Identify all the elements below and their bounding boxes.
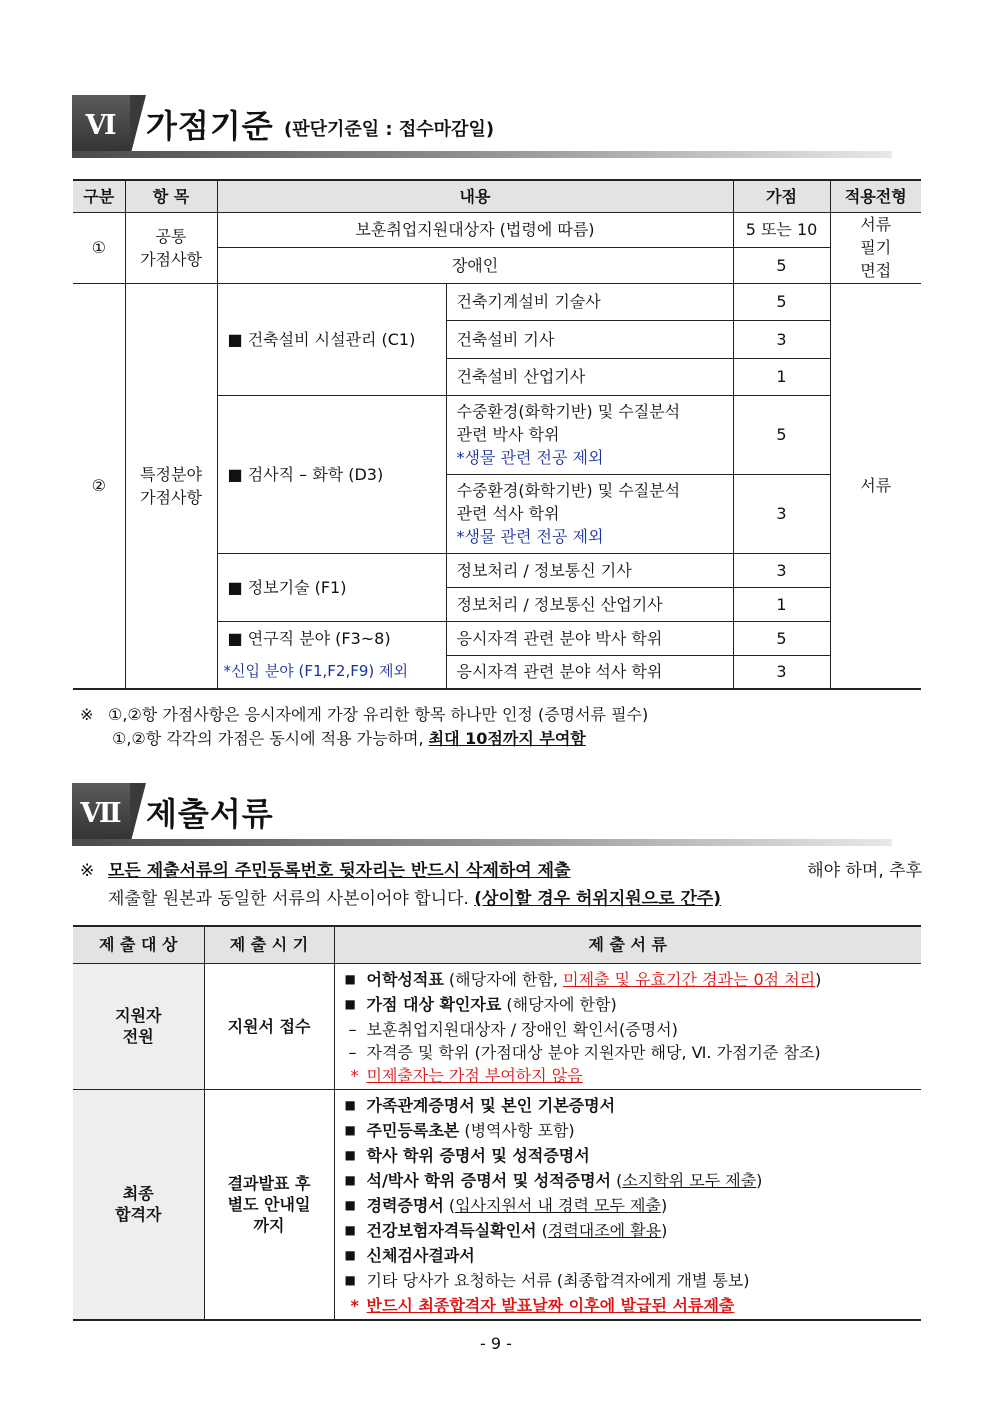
doc-close-paren: ) bbox=[661, 1220, 668, 1240]
note-mark: ※ bbox=[80, 705, 94, 724]
doc-graduate-degree-label: 석/박사 학위 증명서 및 성적증명서 bbox=[366, 1170, 612, 1190]
group-2-item: 특정분야 가점사항 bbox=[125, 283, 217, 689]
doc-career-cert bbox=[345, 1194, 914, 1219]
bullet bbox=[345, 1269, 367, 1294]
documents-final-candidates bbox=[334, 1089, 921, 1320]
section-tab-corner bbox=[130, 95, 146, 157]
c1-cert-1-points: 5 bbox=[733, 283, 830, 320]
dash: – bbox=[348, 1042, 357, 1062]
bullet bbox=[345, 1194, 367, 1219]
doc-language-score-warning: 미제출 및 유효기간 경과는 0점 처리 bbox=[563, 969, 816, 989]
doc-health-insurance bbox=[345, 1219, 914, 1244]
c1-cert-2-points: 3 bbox=[733, 320, 830, 358]
doc-career-cert-qual: 입사지원서 내 경력 모두 제출 bbox=[455, 1195, 661, 1215]
d3-degree-2-points: 3 bbox=[733, 474, 830, 553]
doc-family-relation-text: 가족관계증명서 및 본인 기본증명서 bbox=[366, 1095, 616, 1115]
d3-degree-1 bbox=[446, 395, 733, 474]
doc-veteran-disabled-cert-text: 보훈취업지원대상자 / 장애인 확인서(증명서) bbox=[366, 1019, 678, 1039]
target-all-applicants: 지원자 전원 bbox=[73, 963, 204, 1089]
doc-resident-abstract-label: 주민등록초본 bbox=[366, 1120, 460, 1140]
veterans-content: 보훈취업지원대상자 (법령에 따름) bbox=[217, 212, 733, 247]
f1-cert-2: 정보처리 / 정보통신 산업기사 bbox=[446, 587, 733, 621]
doc-bachelor-degree bbox=[345, 1144, 914, 1169]
section-underline bbox=[72, 151, 892, 158]
warning-falsity: (상이할 경우 허위지원으로 간주) bbox=[474, 889, 722, 909]
header-content: 내용 bbox=[217, 180, 733, 212]
dash: – bbox=[348, 1019, 357, 1039]
doc-other-requested bbox=[345, 1269, 914, 1294]
doc-license-degree bbox=[345, 1041, 914, 1064]
group-2-number: ② bbox=[73, 283, 125, 689]
f1-cert-1-points: 3 bbox=[733, 553, 830, 587]
doc-language-score-qual: (해당자에 한함, bbox=[443, 969, 564, 989]
warning-line-1-left bbox=[80, 857, 570, 885]
disabled-points: 5 bbox=[733, 247, 830, 283]
bonus-criteria-table bbox=[73, 179, 921, 690]
note-1-text: ①,②항 가점사항은 응시자에게 가장 유리한 항목 하나만 인정 (증명서류 필수) bbox=[108, 705, 649, 724]
f3-degree-1-points: 5 bbox=[733, 621, 830, 655]
doc-language-score bbox=[345, 968, 914, 993]
doc-bonus-proof bbox=[345, 993, 914, 1018]
section-6-subtitle: (판단기준일 : 접수마감일) bbox=[284, 119, 495, 140]
field-f3-8: ■ 연구직 분야 (F3~8) bbox=[217, 621, 446, 655]
doc-medical-exam-text: 신체검사결과서 bbox=[366, 1245, 475, 1265]
doc-issue-date-note bbox=[345, 1294, 914, 1317]
c1-cert-3-points: 1 bbox=[733, 358, 830, 395]
doc-open-paren: ( bbox=[536, 1220, 548, 1240]
header-item: 항 목 bbox=[125, 180, 217, 212]
doc-close-paren: ) bbox=[815, 969, 822, 989]
doc-close-paren: ) bbox=[756, 1170, 763, 1190]
note-block bbox=[80, 703, 930, 751]
veterans-points: 5 또는 10 bbox=[733, 212, 830, 247]
bullet bbox=[345, 1244, 367, 1269]
section-tab-corner bbox=[130, 783, 146, 845]
doc-open-paren: ( bbox=[611, 1170, 623, 1190]
doc-graduate-degree-qual: 소지학위 모두 제출 bbox=[622, 1170, 757, 1190]
warning-block bbox=[80, 857, 922, 913]
f3-degree-1: 응시자격 관련 분야 박사 학위 bbox=[446, 621, 733, 655]
doc-veteran-disabled-cert bbox=[345, 1018, 914, 1041]
bullet bbox=[345, 993, 367, 1018]
submission-documents-table bbox=[73, 925, 921, 1321]
header-points: 가점 bbox=[733, 180, 830, 212]
doc-bonus-proof-qual: (해당자에 한함) bbox=[501, 994, 617, 1014]
header-documents: 제 출 서 류 bbox=[334, 926, 921, 963]
group-1-applied-stage: 서류 필기 면접 bbox=[830, 212, 921, 283]
field-f1: ■ 정보기술 (F1) bbox=[217, 553, 446, 621]
doc-career-cert-label: 경력증명서 bbox=[366, 1195, 444, 1215]
warning-line-1 bbox=[80, 857, 922, 885]
note-2-emphasis: 최대 10점까지 부여함 bbox=[428, 729, 586, 748]
doc-close-paren: ) bbox=[660, 1195, 668, 1215]
section-underline bbox=[72, 839, 892, 846]
bullet bbox=[345, 1119, 367, 1144]
warning-tail: 해야 하며, 추후 bbox=[807, 861, 922, 881]
c1-cert-2: 건축설비 기사 bbox=[446, 320, 733, 358]
c1-cert-3: 건축설비 산업기사 bbox=[446, 358, 733, 395]
warning-line-2 bbox=[80, 885, 922, 913]
section-6-numeral: Ⅵ bbox=[72, 95, 130, 157]
doc-open-paren: ( bbox=[443, 1195, 456, 1215]
bullet bbox=[345, 1169, 367, 1194]
asterisk: * bbox=[350, 1065, 359, 1085]
warning-mark: ※ bbox=[80, 861, 95, 881]
field-c1: ■ 건축설비 시설관리 (C1) bbox=[217, 283, 446, 395]
doc-other-requested-text: 기타 당사가 요청하는 서류 (최종합격자에게 개별 통보) bbox=[366, 1270, 750, 1290]
d3-degree-1-note: *생물 관련 전공 제외 bbox=[456, 448, 604, 467]
header-applied-stage: 적용전형 bbox=[830, 180, 921, 212]
timing-application: 지원서 접수 bbox=[204, 963, 334, 1089]
doc-medical-exam bbox=[345, 1244, 914, 1269]
f3-degree-2-points: 3 bbox=[733, 655, 830, 689]
section-7-numeral: Ⅶ bbox=[72, 783, 130, 845]
header-timing: 제 출 시 기 bbox=[204, 926, 334, 963]
doc-resident-abstract-qual: (병역사항 포함) bbox=[459, 1120, 575, 1140]
note-line-1 bbox=[80, 703, 930, 727]
doc-graduate-degree bbox=[345, 1169, 914, 1194]
bullet bbox=[345, 1144, 367, 1169]
header-target: 제 출 대 상 bbox=[73, 926, 204, 963]
doc-license-degree-text: 자격증 및 학위 (가점대상 분야 지원자만 해당, Ⅵ. 가점기준 참조) bbox=[366, 1042, 821, 1062]
bullet bbox=[345, 1219, 367, 1244]
group-1-number: ① bbox=[73, 212, 125, 283]
doc-resident-abstract bbox=[345, 1119, 914, 1144]
doc-language-score-label: 어학성적표 bbox=[366, 969, 444, 989]
doc-bachelor-degree-text: 학사 학위 증명서 및 성적증명서 bbox=[366, 1145, 590, 1165]
d3-degree-1-points: 5 bbox=[733, 395, 830, 474]
doc-issue-date-text: 반드시 최종합격자 발표날짜 이후에 발급된 서류제출 bbox=[366, 1295, 735, 1315]
warning-emphasis: 모든 제출서류의 주민등록번호 뒷자리는 반드시 삭제하여 제출 bbox=[108, 861, 571, 881]
target-final-candidates: 최종 합격자 bbox=[73, 1089, 204, 1320]
documents-all-applicants bbox=[334, 963, 921, 1089]
d3-degree-1-text: 수중환경(화학기반) 및 수질분석 관련 박사 학위 bbox=[456, 402, 681, 444]
d3-degree-2-text: 수중환경(화학기반) 및 수질분석 관련 석사 학위 bbox=[456, 481, 681, 523]
d3-degree-2-note: *생물 관련 전공 제외 bbox=[456, 527, 604, 546]
page-number: - 9 - bbox=[480, 1334, 512, 1353]
note-line-2 bbox=[80, 727, 930, 751]
section-7-header bbox=[72, 783, 922, 847]
warning-text-2: 제출할 원본과 동일한 서류의 사본이어야 합니다. bbox=[108, 889, 475, 909]
section-6-title: 가점기준 bbox=[146, 107, 274, 145]
field-d3: ■ 검사직 – 화학 (D3) bbox=[217, 395, 446, 553]
doc-bonus-proof-label: 가점 대상 확인자료 bbox=[366, 994, 502, 1014]
group-2-applied-stage: 서류 bbox=[830, 283, 921, 689]
f1-cert-1: 정보처리 / 정보통신 기사 bbox=[446, 553, 733, 587]
doc-health-insurance-qual: 경력대조에 활용 bbox=[547, 1220, 662, 1240]
c1-cert-1: 건축기계설비 기술사 bbox=[446, 283, 733, 320]
f1-cert-2-points: 1 bbox=[733, 587, 830, 621]
section-7-title: 제출서류 bbox=[146, 795, 274, 833]
header-division: 구분 bbox=[73, 180, 125, 212]
d3-degree-2 bbox=[446, 474, 733, 553]
field-f3-8-note: *신입 분야 (F1,F2,F9) 제외 bbox=[217, 655, 446, 689]
bullet bbox=[345, 1094, 367, 1119]
doc-non-submission-note bbox=[345, 1064, 914, 1087]
f3-degree-2: 응시자격 관련 분야 석사 학위 bbox=[446, 655, 733, 689]
doc-non-submission-text: 미제출자는 가점 부여하지 않음 bbox=[366, 1065, 583, 1085]
note-2-text: ①,②항 각각의 가점은 동시에 적용 가능하며, bbox=[112, 729, 429, 748]
group-1-item: 공통 가점사항 bbox=[125, 212, 217, 283]
section-6-header bbox=[72, 95, 922, 159]
doc-family-relation bbox=[345, 1094, 914, 1119]
asterisk: * bbox=[350, 1295, 359, 1315]
timing-after-results: 결과발표 후 별도 안내일 까지 bbox=[204, 1089, 334, 1320]
disabled-content: 장애인 bbox=[217, 247, 733, 283]
bullet bbox=[345, 968, 367, 993]
doc-health-insurance-label: 건강보험자격득실확인서 bbox=[366, 1220, 537, 1240]
